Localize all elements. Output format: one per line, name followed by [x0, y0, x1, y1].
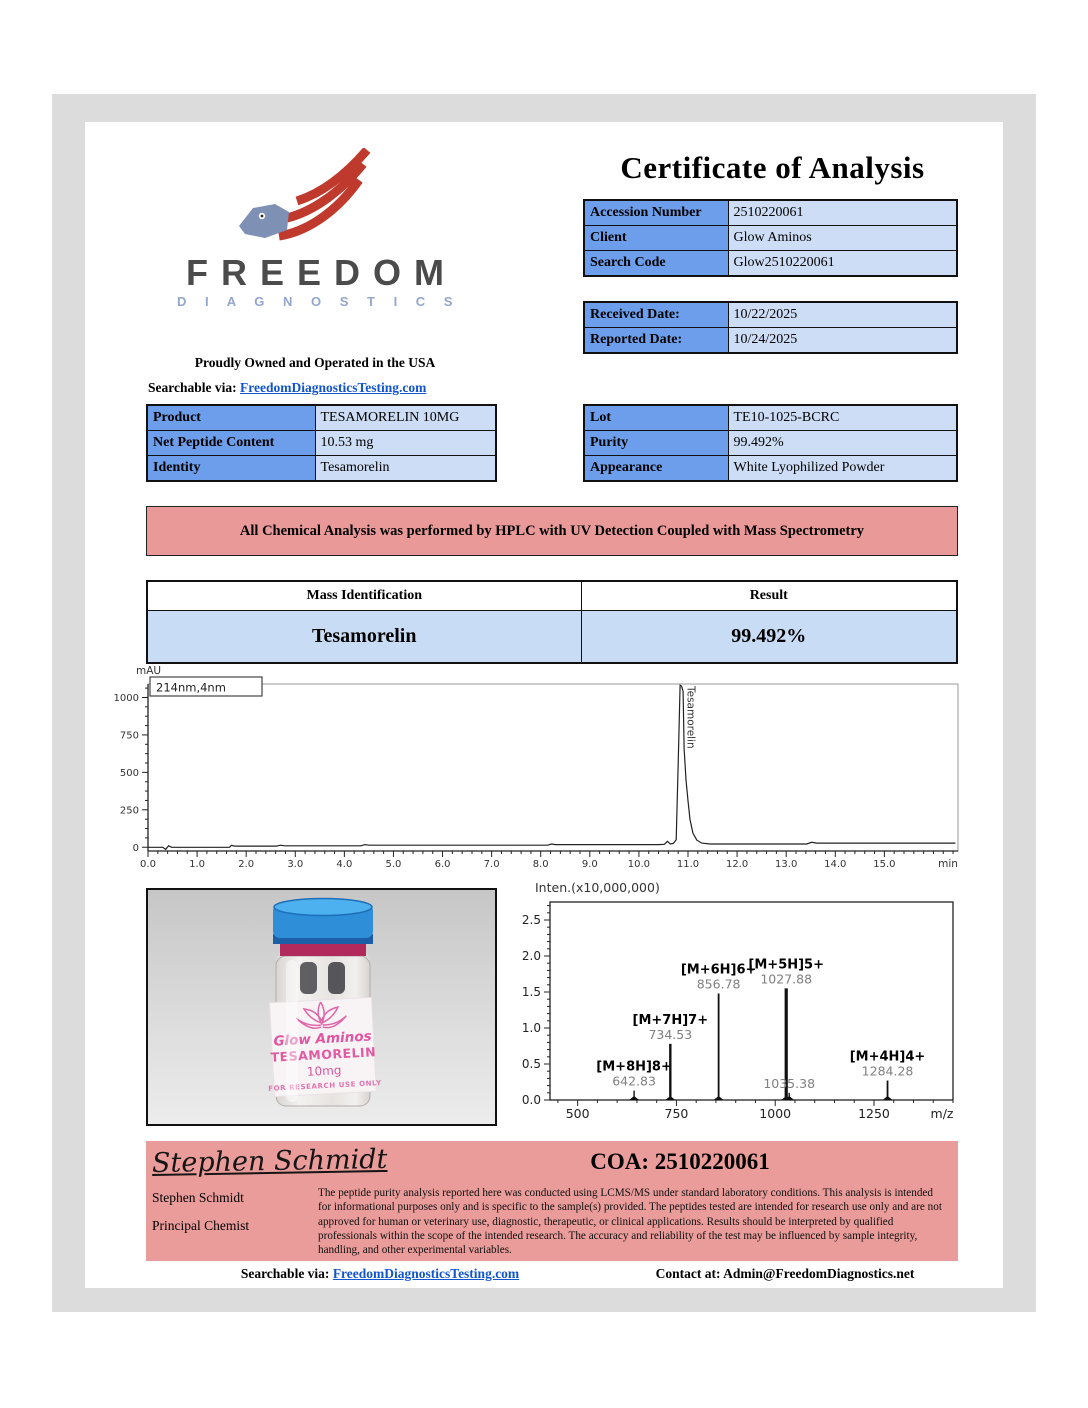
signature-script: Stephen Schmidt [151, 1143, 388, 1180]
svg-text:min: min [938, 858, 958, 870]
svg-text:0.5: 0.5 [521, 1057, 541, 1071]
eagle-logo-icon [235, 148, 395, 248]
svg-text:4.0: 4.0 [336, 859, 353, 870]
searchable-label: Searchable via: [148, 380, 237, 395]
svg-text:734.53: 734.53 [648, 1026, 693, 1042]
freedom-diagnostics-logo [150, 148, 480, 309]
table-row [584, 302, 957, 328]
svg-text:1250: 1250 [858, 1106, 890, 1121]
accession-number-value: 2510220061 [728, 200, 957, 226]
svg-text:11.0: 11.0 [676, 859, 700, 870]
svg-text:7.0: 7.0 [483, 859, 500, 870]
svg-text:5.0: 5.0 [385, 859, 402, 870]
vial-dose: 10mg [306, 1063, 342, 1079]
svg-text:3.0: 3.0 [287, 859, 304, 870]
table-row [147, 611, 957, 664]
svg-text:[M+5H]5+: [M+5H]5+ [748, 957, 825, 973]
svg-text:750: 750 [664, 1106, 689, 1121]
svg-text:1284.28: 1284.28 [861, 1063, 914, 1079]
net-peptide-content-value: 10.53 mg [315, 431, 496, 456]
identity-value: Tesamorelin [315, 456, 496, 482]
vial-brand: Glow Aminos [273, 1028, 372, 1050]
reported-date-value: 10/24/2025 [728, 328, 957, 354]
vial-illustration [148, 890, 495, 1124]
svg-text:1000: 1000 [759, 1106, 792, 1121]
svg-text:1.5: 1.5 [521, 985, 541, 999]
svg-text:14.0: 14.0 [824, 859, 847, 870]
svg-text:[M+7H]7+: [M+7H]7+ [632, 1012, 709, 1028]
svg-text:642.83: 642.83 [612, 1073, 656, 1089]
svg-text:9.0: 9.0 [581, 859, 598, 870]
svg-text:500: 500 [565, 1106, 590, 1121]
svg-text:Tesamorelin: Tesamorelin [684, 686, 697, 749]
svg-text:2.0: 2.0 [238, 859, 255, 870]
accession-table [583, 199, 958, 277]
client-label: Client [584, 226, 728, 251]
table-row [584, 200, 957, 226]
searchable-link-top[interactable]: FreedomDiagnosticsTesting.com [240, 380, 427, 395]
svg-text:214nm,4nm: 214nm,4nm [156, 680, 226, 695]
svg-text:250: 250 [119, 805, 139, 817]
table-row [584, 456, 957, 482]
coa-number: COA: 2510220061 [590, 1149, 770, 1174]
search-code-label: Search Code [584, 251, 728, 277]
svg-text:0: 0 [132, 842, 139, 854]
table-row [584, 405, 957, 431]
identity-label: Identity [147, 456, 315, 482]
svg-text:13.0: 13.0 [775, 859, 798, 870]
lot-label: Lot [584, 405, 728, 431]
chemist-name: Stephen Schmidt [152, 1190, 244, 1205]
usa-tagline: Proudly Owned and Operated in the USA [194, 355, 436, 370]
vial-product: TESAMORELIN [270, 1044, 377, 1065]
svg-text:[M+6H]6+: [M+6H]6+ [680, 962, 757, 978]
table-row [147, 405, 496, 431]
result-header: Result [581, 581, 957, 611]
table-row [147, 581, 957, 611]
received-date-label: Received Date: [584, 302, 728, 328]
hplc-chromatogram [110, 662, 970, 888]
page-title: Certificate of Analysis [620, 150, 925, 185]
mass-id-value: Tesamorelin [147, 611, 581, 664]
svg-text:0.0: 0.0 [521, 1093, 541, 1107]
svg-text:856.78: 856.78 [696, 976, 741, 992]
svg-text:12.0: 12.0 [725, 859, 749, 870]
lot-value: TE10-1025-BCRC [728, 405, 957, 431]
footer-searchable-label: Searchable via: [240, 1266, 330, 1281]
table-row [584, 226, 957, 251]
table-row [584, 328, 957, 354]
svg-text:[M+4H]4+: [M+4H]4+ [849, 1049, 926, 1065]
footer-searchable [170, 1266, 590, 1282]
purity-label: Purity [584, 431, 728, 456]
svg-text:500: 500 [119, 767, 139, 779]
dates-table [583, 301, 958, 354]
table-row [584, 431, 957, 456]
lot-table [583, 404, 958, 482]
appearance-value: White Lyophilized Powder [728, 456, 957, 482]
net-peptide-content-label: Net Peptide Content [147, 431, 315, 456]
svg-text:2.5: 2.5 [521, 913, 541, 927]
accession-number-label: Accession Number [584, 200, 728, 226]
svg-text:8.0: 8.0 [532, 859, 549, 870]
svg-text:0.0: 0.0 [140, 859, 156, 870]
svg-text:[M+8H]8+: [M+8H]8+ [596, 1059, 672, 1075]
product-vial-photo [146, 888, 497, 1126]
mass-spectrum [505, 876, 990, 1138]
svg-text:15.0: 15.0 [873, 859, 896, 870]
mass-identification-table [146, 580, 958, 664]
product-label: Product [147, 405, 315, 431]
svg-text:2.0: 2.0 [521, 949, 541, 963]
table-row [147, 456, 496, 482]
table-row [147, 431, 496, 456]
product-value: TESAMORELIN 10MG [315, 405, 496, 431]
svg-text:750: 750 [119, 730, 139, 742]
appearance-label: Appearance [584, 456, 728, 482]
searchable-line-top [148, 380, 426, 396]
client-value: Glow Aminos [728, 226, 957, 251]
product-table [146, 404, 497, 482]
svg-text:mAU: mAU [136, 665, 162, 677]
purity-value: 99.492% [728, 431, 957, 456]
reported-date-label: Reported Date: [584, 328, 728, 354]
svg-text:10.0: 10.0 [627, 859, 651, 870]
logo-subtitle: D I A G N O S T I C S [177, 294, 460, 309]
svg-text:1027.88: 1027.88 [760, 971, 813, 987]
vial-note: FOR RESEARCH USE ONLY [268, 1078, 382, 1093]
received-date-value: 10/22/2025 [728, 302, 957, 328]
svg-text:6.0: 6.0 [434, 859, 451, 870]
svg-text:m/z: m/z [930, 1106, 954, 1121]
result-value: 99.492% [581, 611, 957, 664]
svg-text:Inten.(x10,000,000): Inten.(x10,000,000) [535, 880, 660, 895]
disclaimer-text: The peptide purity analysis reported here was conducted using LCMS/MS under standard laboratory conditions. This analysis is intended for informational purposes only and is specific to the sample(s) provided. The peptides tested are intended for research use only and are not approved for human or veterinary use, diagnostic, therapeutic, or clinical applications. Results should be interpreted by qualified professionals within the scope of the intended research. The accuracy and reliability of the test may be influenced by sample integrity, handling, and other experimental variables. [318, 1187, 942, 1257]
svg-text:1000: 1000 [113, 692, 139, 704]
svg-text:1035.38: 1035.38 [763, 1075, 816, 1091]
svg-text:1.0: 1.0 [189, 859, 206, 870]
search-code-value: Glow2510220061 [728, 251, 957, 277]
analysis-method-banner: All Chemical Analysis was performed by HPLC with UV Detection Coupled with Mass Spectrometry [146, 506, 958, 556]
svg-text:1.0: 1.0 [521, 1021, 541, 1035]
mass-id-header: Mass Identification [147, 581, 581, 611]
logo-wordmark: FREEDOM [186, 252, 457, 293]
table-row [584, 251, 957, 277]
footer-searchable-link[interactable]: FreedomDiagnosticsTesting.com [332, 1266, 520, 1281]
footer-contact: Contact at: Admin@FreedomDiagnostics.net [655, 1266, 915, 1281]
chemist-title: Principal Chemist [152, 1218, 250, 1233]
